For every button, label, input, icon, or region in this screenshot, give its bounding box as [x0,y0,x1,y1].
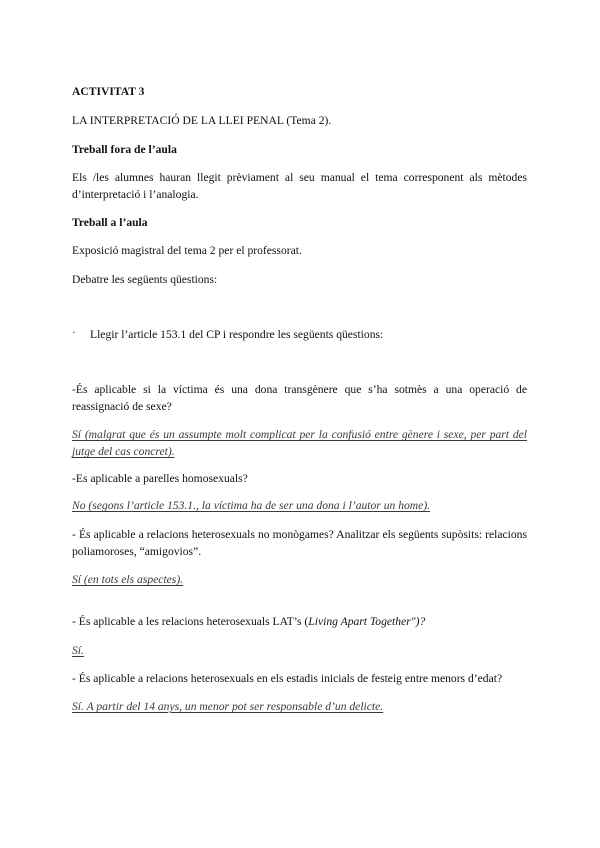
answer-3: Sí (en tots els aspectes). [72,573,184,586]
question-4-italic: Living Apart Together")? [308,615,426,628]
activity-title: ACTIVITAT 3 [72,85,145,98]
section-inside-line1: Exposició magistral del tema 2 per el professorat. [72,244,302,257]
question-2: -Es aplicable a parelles homosexuals? [72,472,248,485]
bullet-instruction: Llegir l’article 153.1 del CP i respondre les següents qüestions: [90,328,384,341]
question-1: -És aplicable si la víctima és una dona transgènere que s’ha sotmès a una operació de reassignació de sexe? [72,383,527,413]
question-4-prefix: - És aplicable a les relacions heterosexuals LAT’s ( [72,615,309,628]
bullet-marker: · [72,326,76,339]
question-4 [72,613,527,630]
question-5: - És aplicable a relacions heterosexuals en els estadis inicials de festeig entre menors d’edat? [72,672,503,685]
section-outside-text: Els /les alumnes hauran llegit prèviament al seu manual el tema corresponent als mètodes d’interpretació i l’analogia. [72,171,527,201]
activity-subtitle: LA INTERPRETACIÓ DE LA LLEI PENAL (Tema 2). [72,114,332,127]
section-outside-heading: Treball fora de l’aula [72,143,177,156]
question-3: - És aplicable a relacions heterosexuals no monògames? Analitzar els següents supòsits: relacions poliamoroses, “amigovios”. [72,528,527,558]
answer-1: Sí (malgrat que és un assumpte molt complicat per la confusió entre gènere i sexe, per part del jutge del cas concret). [72,428,527,458]
section-inside-line2: Debatre les següents qüestions: [72,273,218,286]
section-inside-heading: Treball a l’aula [72,216,148,229]
answer-4: Sí. [72,644,84,657]
answer-2: No (segons l’article 153.1., la víctima ha de ser una dona i l’autor un home). [72,499,431,512]
answer-5: Sí. A partir del 14 anys, un menor pot ser responsable d’un delicte. [72,700,384,713]
